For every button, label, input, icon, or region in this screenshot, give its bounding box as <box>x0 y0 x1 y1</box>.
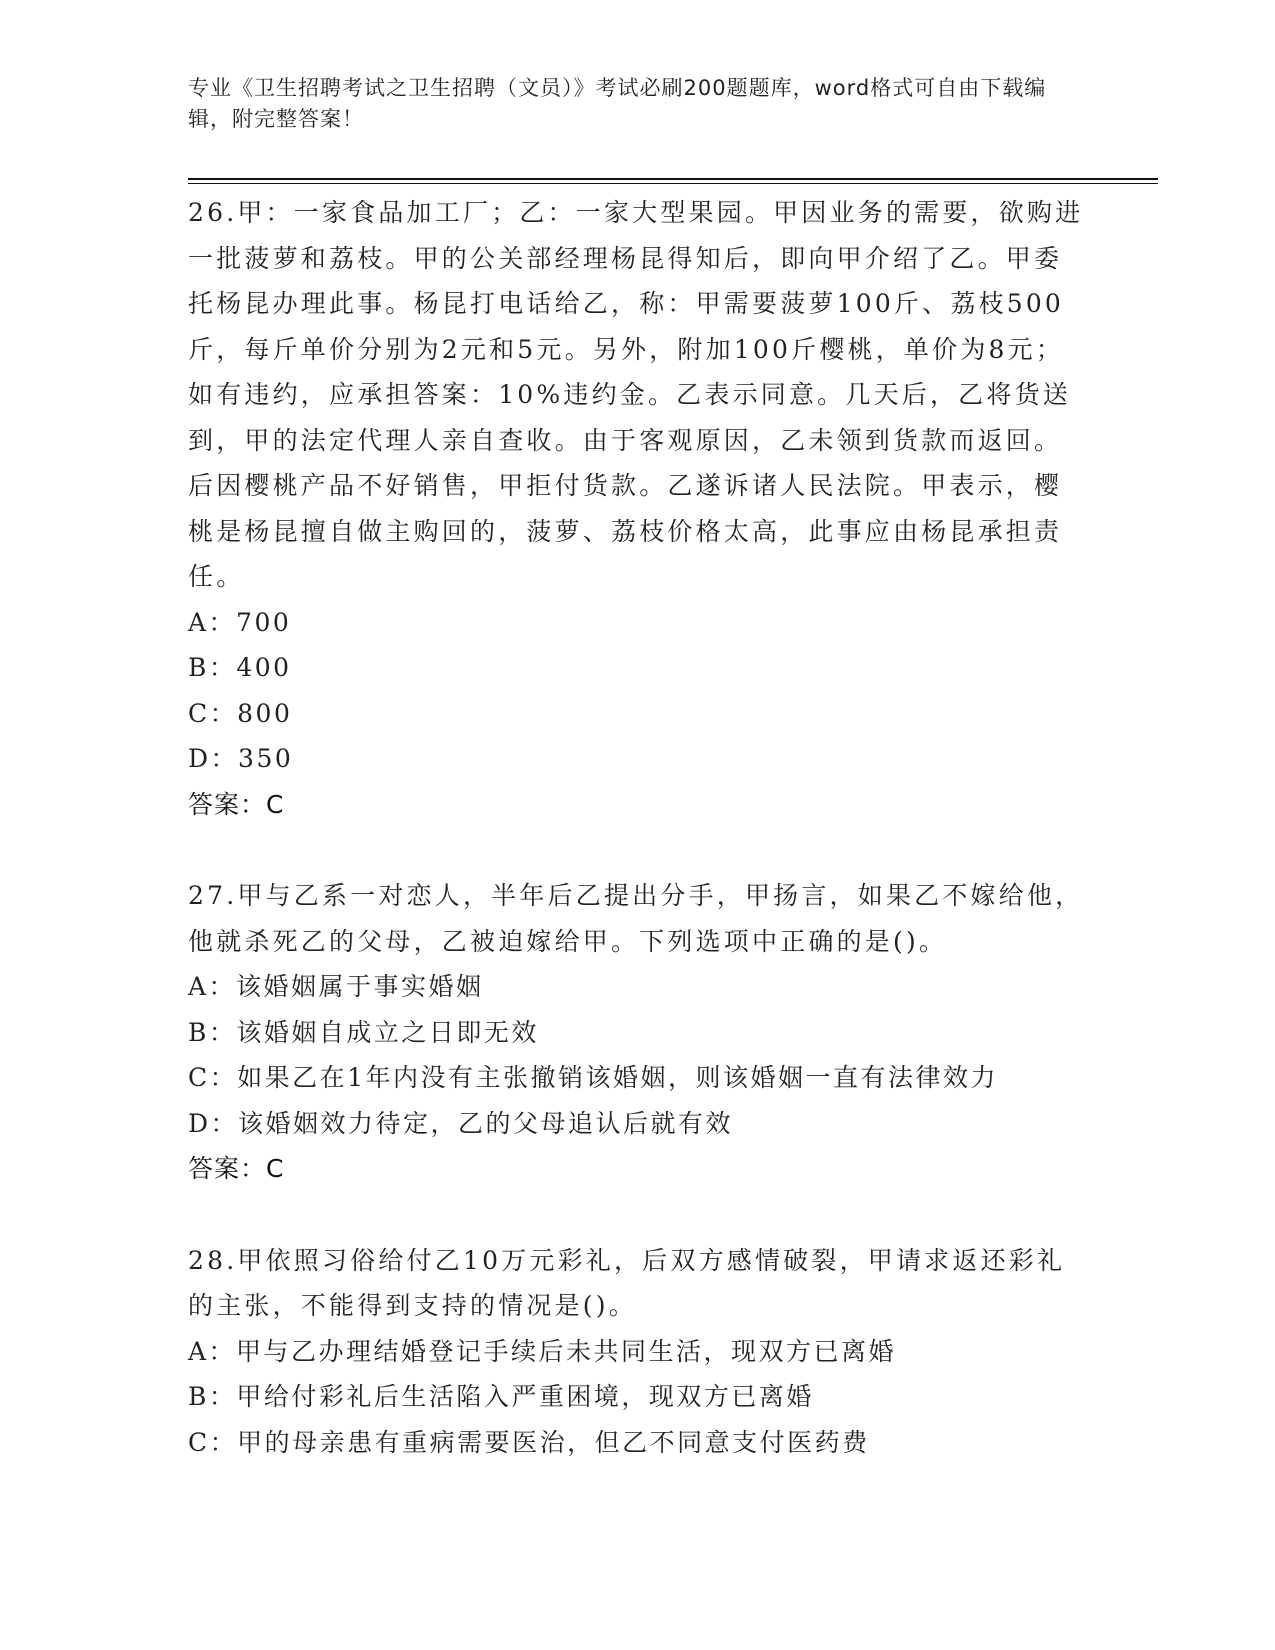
question-stem: 28.甲依照习俗给付乙10万元彩礼，后双方感情破裂，甲请求返还彩礼的主张，不能得到支持的情况是()。 <box>188 1245 1066 1320</box>
question-spacer <box>188 827 1088 873</box>
option-d: D：该婚姻效力待定，乙的父母追认后就有效 <box>188 1108 734 1138</box>
option-b: B：甲给付彩礼后生活陷入严重困境，现双方已离婚 <box>188 1382 814 1411</box>
answer-line: 答案：C <box>188 1154 285 1183</box>
option-b: B：该婚姻自成立之日即无效 <box>188 1017 539 1047</box>
question-27 <box>188 873 1088 1192</box>
question-28 <box>188 1238 1088 1466</box>
answer-line: 答案：C <box>188 789 285 819</box>
option-c: C：甲的母亲患有重病需要医治，但乙不同意支付医药费 <box>188 1427 870 1457</box>
question-stem: 26.甲：一家食品加工厂；乙：一家大型果园。甲因业务的需要，欲购进一批菠萝和荔枝。甲的公关部经理杨昆得知后，即向甲介绍了乙。甲委托杨昆办理此事。杨昆打电话给乙，称：甲需要菠萝100斤、荔枝500斤，每斤单价分别为2元和5元。另外，附加100斤樱桃，单价为8元；如有违约，应承担答案：10%违约金。乙表示同意。几天后，乙将货送到，甲的法定代理人亲自查收。由于客观原因，乙未领到货款而返回。后因樱桃产品不好销售，甲拒付货款。乙遂诉诸人民法院。甲表示，樱桃是杨昆擅自做主购回的，菠萝、荔枝价格太高，此事应由杨昆承担责任。 <box>188 198 1084 591</box>
option-c: C：如果乙在1年内没有主张撤销该婚姻，则该婚姻一直有法律效力 <box>188 1063 999 1092</box>
option-b: B：400 <box>188 653 292 682</box>
document-header: 专业《卫生招聘考试之卫生招聘（文员）》考试必刷200题题库，word格式可自由下载编辑，附完整答案！ <box>188 76 1047 131</box>
option-a: A：700 <box>188 607 292 637</box>
option-c: C：800 <box>188 698 293 728</box>
question-26 <box>188 190 1088 827</box>
question-stem: 27.甲与乙系一对恋人，半年后乙提出分手，甲扬言，如果乙不嫁给他，他就杀死乙的父母，乙被迫嫁给甲。下列选项中正确的是()。 <box>188 881 1084 956</box>
question-spacer <box>188 1192 1088 1238</box>
header-divider-thick <box>188 178 1158 180</box>
option-a: A：甲与乙办理结婚登记手续后未共同生活，现双方已离婚 <box>188 1336 897 1366</box>
option-d: D：350 <box>188 744 294 773</box>
option-a: A：该婚姻属于事实婚姻 <box>188 972 484 1001</box>
question-list <box>188 190 1088 1465</box>
header-divider-thin <box>188 183 1158 184</box>
